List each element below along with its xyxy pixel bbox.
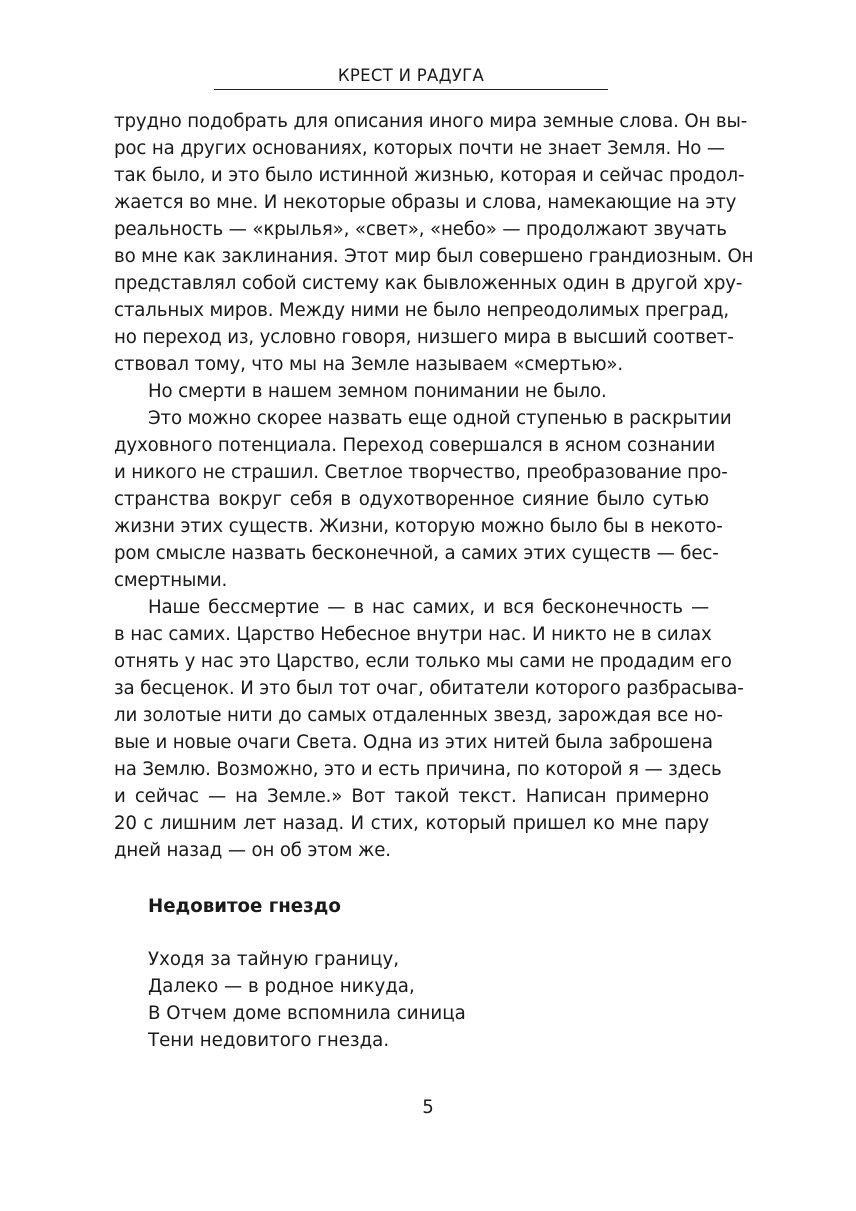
text-line: реальность — «крылья», «свет», «небо» — продолжают звучать <box>114 219 727 240</box>
text-line: в нас самих. Царство Небесное внутри нас. И никто не в силах <box>114 624 712 645</box>
text-line: так было, и это было истинной жизнью, которая и сейчас продол- <box>114 165 745 186</box>
text-line: но переход из, условно говоря, низшего мира в высший соответ- <box>114 327 734 348</box>
text-line: за бесценок. И это был тот очаг, обитатели которого разбрасыва- <box>114 678 744 699</box>
text-line: Наше бессмертие — в нас самих, и вся бесконечность — <box>148 597 709 618</box>
text-line: ствовал тому, что мы на Земле называем «смертью». <box>114 354 623 375</box>
text-line: трудно подобрать для описания иного мира земные слова. Он вы- <box>114 111 748 132</box>
text-line: жизни этих существ. Жизни, которую можно было бы в некото- <box>114 516 723 537</box>
text-line: Это можно скорее назвать еще одной ступенью в раскрытии <box>148 408 732 429</box>
text-line: странства вокруг себя в одухотворенное сияние было сутью <box>114 489 709 510</box>
poem-line: В Отчем доме вспомнила синица <box>148 1003 466 1024</box>
text-line: Но смерти в нашем земном понимании не было. <box>148 381 607 402</box>
text-line: смертными. <box>114 570 228 591</box>
text-line: стальных миров. Между ними не было непреодолимых преград, <box>114 300 730 321</box>
text-line: представлял собой систему как бывложенных один в другой хру- <box>114 273 743 294</box>
text-line: ли золотые нити до самых отдаленных звезд, зарождая все но- <box>114 705 723 726</box>
page-number: 5 <box>422 1097 434 1118</box>
text-line: во мне как заклинания. Этот мир был совершено грандиозным. Он <box>114 246 754 267</box>
poem-line: Тени недовитого гнезда. <box>148 1030 390 1051</box>
text-line: на Землю. Возможно, это и есть причина, по которой я — здесь <box>114 759 722 780</box>
text-line: жается во мне. И некоторые образы и слова, намекающие на эту <box>114 192 737 213</box>
text-line: и сейчас — на Земле.» Вот такой текст. Написан примерно <box>114 786 709 807</box>
text-line: отнять у нас это Царство, если только мы сами не продадим его <box>114 651 732 672</box>
text-line: дней назад — он об этом же. <box>114 840 391 861</box>
running-head: КРЕСТ И РАДУГА <box>337 66 485 85</box>
text-line: 20 с лишним лет назад. И стих, который пришел ко мне пару <box>114 813 709 834</box>
poem-title: Недовитое гнездо <box>148 896 341 917</box>
poem-line: Уходя за тайную границу, <box>148 949 400 970</box>
text-line: духовного потенциала. Переход совершался в ясном сознании <box>114 435 716 456</box>
text-line: вые и новые очаги Света. Одна из этих нитей была заброшена <box>114 732 713 753</box>
text-line: и никого не страшил. Светлое творчество, преобразование про- <box>114 462 728 483</box>
text-line: ром смысле назвать бесконечной, а самих этих существ — бес- <box>114 543 719 564</box>
poem-line: Далеко — в родное никуда, <box>148 976 415 997</box>
header-rule <box>214 89 608 90</box>
text-line: рос на других основаниях, которых почти не знает Земля. Но — <box>114 138 725 159</box>
